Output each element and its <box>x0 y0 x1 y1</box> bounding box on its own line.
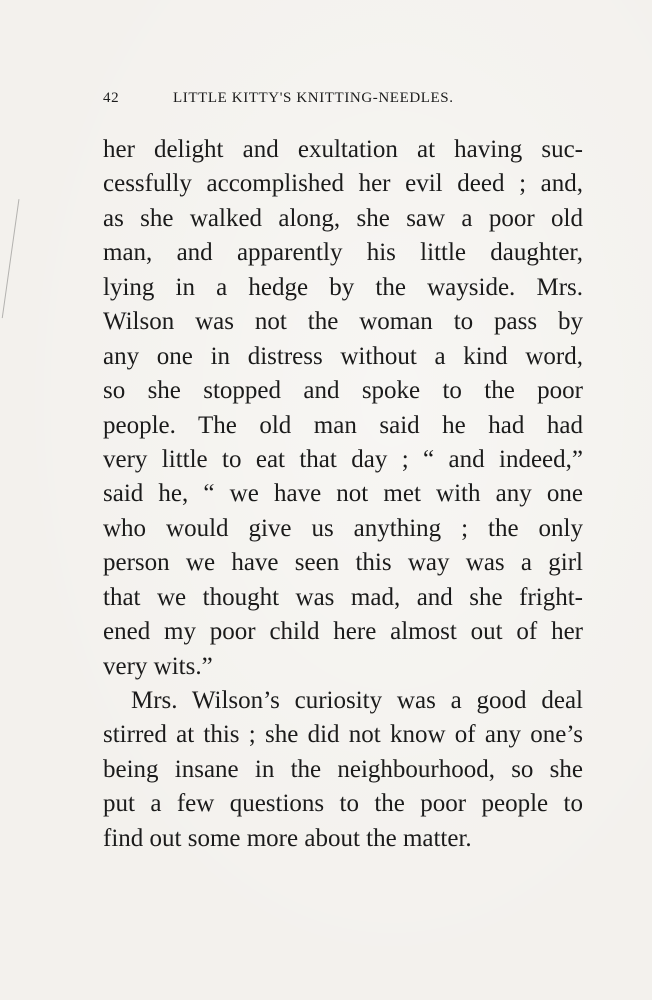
body-text <box>103 133 583 856</box>
text-line: who would give us anything ; the only <box>103 514 583 542</box>
text-line: stirred at this ; she did not know of any one’s <box>103 721 583 749</box>
text-line: any one in distress without a kind word, <box>103 342 583 370</box>
running-head <box>103 90 583 112</box>
text-line: said he, “ we have not met with any one <box>103 480 583 508</box>
text-line: lying in a hedge by the wayside. Mrs. <box>103 273 583 301</box>
page-number: 42 <box>103 90 120 106</box>
text-line: ened my poor child here almost out of her <box>103 618 583 646</box>
text-line: put a few questions to the poor people to <box>103 790 583 818</box>
text-line: Wilson was not the woman to pass by <box>103 308 583 336</box>
text-line: find out some more about the matter. <box>103 824 472 852</box>
text-line: her delight and exultation at having suc- <box>103 136 583 163</box>
text-line: very little to eat that day ; “ and indeed,” <box>103 445 583 473</box>
text-line: so she stopped and spoke to the poor <box>103 377 583 405</box>
margin-pencil-mark <box>2 199 39 321</box>
text-line: being insane in the neighbourhood, so she <box>103 755 583 783</box>
running-title: LITTLE KITTY'S KNITTING-NEEDLES. <box>173 90 454 106</box>
text-line: very wits.” <box>103 652 213 680</box>
text-line: people. The old man said he had had <box>103 411 583 439</box>
text-line: that we thought was mad, and she fright- <box>103 583 583 611</box>
text-line-paragraph-start: Mrs. Wilson’s curiosity was a good deal <box>131 687 583 714</box>
text-line: man, and apparently his little daughter, <box>103 239 583 267</box>
text-line: cessfully accomplished her evil deed ; and, <box>103 170 583 198</box>
text-line: as she walked along, she saw a poor old <box>103 204 583 232</box>
text-line: person we have seen this way was a girl <box>103 549 583 577</box>
